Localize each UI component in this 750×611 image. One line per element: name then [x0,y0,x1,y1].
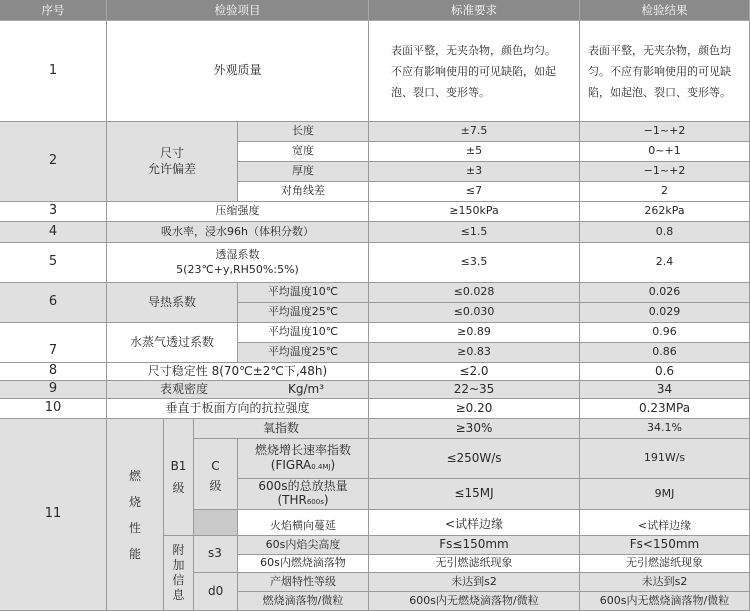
row5-no: 5 [0,243,107,283]
row7-std-25c: ≥0.83 [369,343,580,363]
row11-flame-res: <试样边缘 [580,510,750,536]
row11-group: 燃 烧 性 能 [107,419,164,611]
row6-sub-25c: 平均温度25℃ [238,303,369,323]
row7-sub-10c: 平均温度10℃ [238,323,369,343]
row11-toxic-std: 未达到s2 [369,573,580,592]
row2-res-thickness: −1~+2 [580,162,750,182]
row11-smoke-res: Fs<150mm [580,536,750,555]
row5-standard: ≤3.5 [369,243,580,283]
row6-res-10c: 0.026 [580,283,750,303]
row8-standard: ≤2.0 [369,363,580,381]
row11-figra-label: 燃烧增长速率指数 [254,442,351,457]
row9-item-label: 表观密度 [160,381,209,396]
row11-thr-name [238,479,369,510]
row1-item: 外观质量 [107,21,369,122]
row6-std-25c: ≤0.030 [369,303,580,323]
row3-no: 3 [0,202,107,222]
row11-toxic-res: 未达到s2 [580,573,750,592]
header-item: 检验项目 [107,0,369,21]
row2-sub-thickness: 厚度 [238,162,369,182]
row11-particles-std: 600s内无燃烧滴落物/微粒 [369,592,580,611]
row11-c-grade: C [194,439,238,479]
row9-result: 34 [580,381,750,399]
row7-std-10c: ≥0.89 [369,323,580,343]
row11-c-blank [194,510,238,536]
row6-no: 6 [0,283,107,323]
row3-standard: ≥150kPa [369,202,580,222]
row11-fujia: 附 加 信 息 [164,536,194,611]
row1-no: 1 [0,21,107,122]
header-result: 检验结果 [580,0,750,21]
row2-res-diagonal: 2 [580,182,750,202]
row11-drops-std: 无引燃滤纸现象 [369,555,580,573]
row11-toxic-name: 产烟特性等级 [238,573,369,592]
row4-standard: ≤1.5 [369,222,580,243]
row11-c-sub: 级 [194,479,238,510]
row2-std-width: ±5 [369,142,580,162]
row2-sub-length: 长度 [238,122,369,142]
row2-item: 尺寸 允许偏差 [107,122,238,202]
row11-drops-res: 无引燃滤纸现象 [580,555,750,573]
row3-result: 262kPa [580,202,750,222]
row11-thr-label: 600s的总放热量 [258,479,348,493]
row11-drops-name: 60s内燃烧滴落物 [238,555,369,573]
row1-standard: 表面平整，无夹杂物，颜色均匀。不应有影响使用的可见缺陷，如起泡、裂口、变形等。 [369,21,580,122]
row7-sub-25c: 平均温度25℃ [238,343,369,363]
row11-d0-label: d0 [194,573,238,611]
row11-thr-std: ≤15MJ [369,479,580,510]
row8-result: 0.6 [580,363,750,381]
row7-item: 水蒸气透过系数 [107,323,238,363]
row4-result: 0.8 [580,222,750,243]
row11-smoke-name: 60s内焰尖高度 [238,536,369,555]
row2-std-diagonal: ≤7 [369,182,580,202]
row5-result: 2.4 [580,243,750,283]
row11-b1-grade: B1 级 [164,419,194,536]
row9-unit: Kg/m³ [288,381,325,396]
row1-result: 表面平整，无夹杂物，颜色均匀。不应有影响使用的可见缺陷，如起泡、裂口、变形等。 [580,21,750,122]
row6-item: 导热系数 [107,283,238,323]
row2-std-length: ±7.5 [369,122,580,142]
row10-result: 0.23MPa [580,399,750,419]
row11-particles-res: 600s内无燃烧滴落物/微粒 [580,592,750,611]
row2-std-thickness: ±3 [369,162,580,182]
row2-sub-width: 宽度 [238,142,369,162]
row9-item [107,381,369,399]
row11-oxygen-std: ≥30% [369,419,580,439]
row11-smoke-std: Fs≤150mm [369,536,580,555]
row5-item: 透湿系数 5(23℃+y,RH50%:5%) [107,243,369,283]
row2-sub-diagonal: 对角线差 [238,182,369,202]
row10-no: 10 [0,399,107,419]
row11-flame-name: 火焰横向蔓延 [238,510,369,536]
header-no: 序号 [0,0,107,21]
row9-no: 9 [0,381,107,399]
row4-no: 4 [0,222,107,243]
row7-no: 7 [0,323,107,363]
row9-standard: 22~35 [369,381,580,399]
row10-standard: ≥0.20 [369,399,580,419]
header-standard: 标准要求 [369,0,580,21]
row11-figra-std: ≤250W/s [369,439,580,479]
row7-res-25c: 0.86 [580,343,750,363]
row11-figra-name [238,439,369,479]
row6-std-10c: ≤0.028 [369,283,580,303]
row2-res-length: −1~+2 [580,122,750,142]
row11-figra-res: 191W/s [580,439,750,479]
row11-thr-code: (THR600s) [277,493,329,507]
row10-item: 垂直于板面方向的抗拉强度 [107,399,369,419]
row11-oxygen-res: 34.1% [580,419,750,439]
row2-res-width: 0~+1 [580,142,750,162]
row8-no: 8 [0,363,107,381]
row6-sub-10c: 平均温度10℃ [238,283,369,303]
row2-no: 2 [0,122,107,202]
row11-s3-label: s3 [194,536,238,573]
row11-flame-std: <试样边缘 [369,510,580,536]
row11-oxygen-name: 氧指数 [194,419,369,439]
row11-figra-code: (FIGRA0.4MJ) [270,457,336,472]
row11-no: 11 [0,419,107,611]
row8-item: 尺寸稳定性 8(70℃±2℃下,48h) [107,363,369,381]
row11-particles-name: 燃烧滴落物/微粒 [238,592,369,611]
row6-res-25c: 0.029 [580,303,750,323]
row3-item: 压缩强度 [107,202,369,222]
row11-thr-res: 9MJ [580,479,750,510]
row7-res-10c: 0.96 [580,323,750,343]
row4-item: 吸水率，浸水96h（体积分数） [107,222,369,243]
